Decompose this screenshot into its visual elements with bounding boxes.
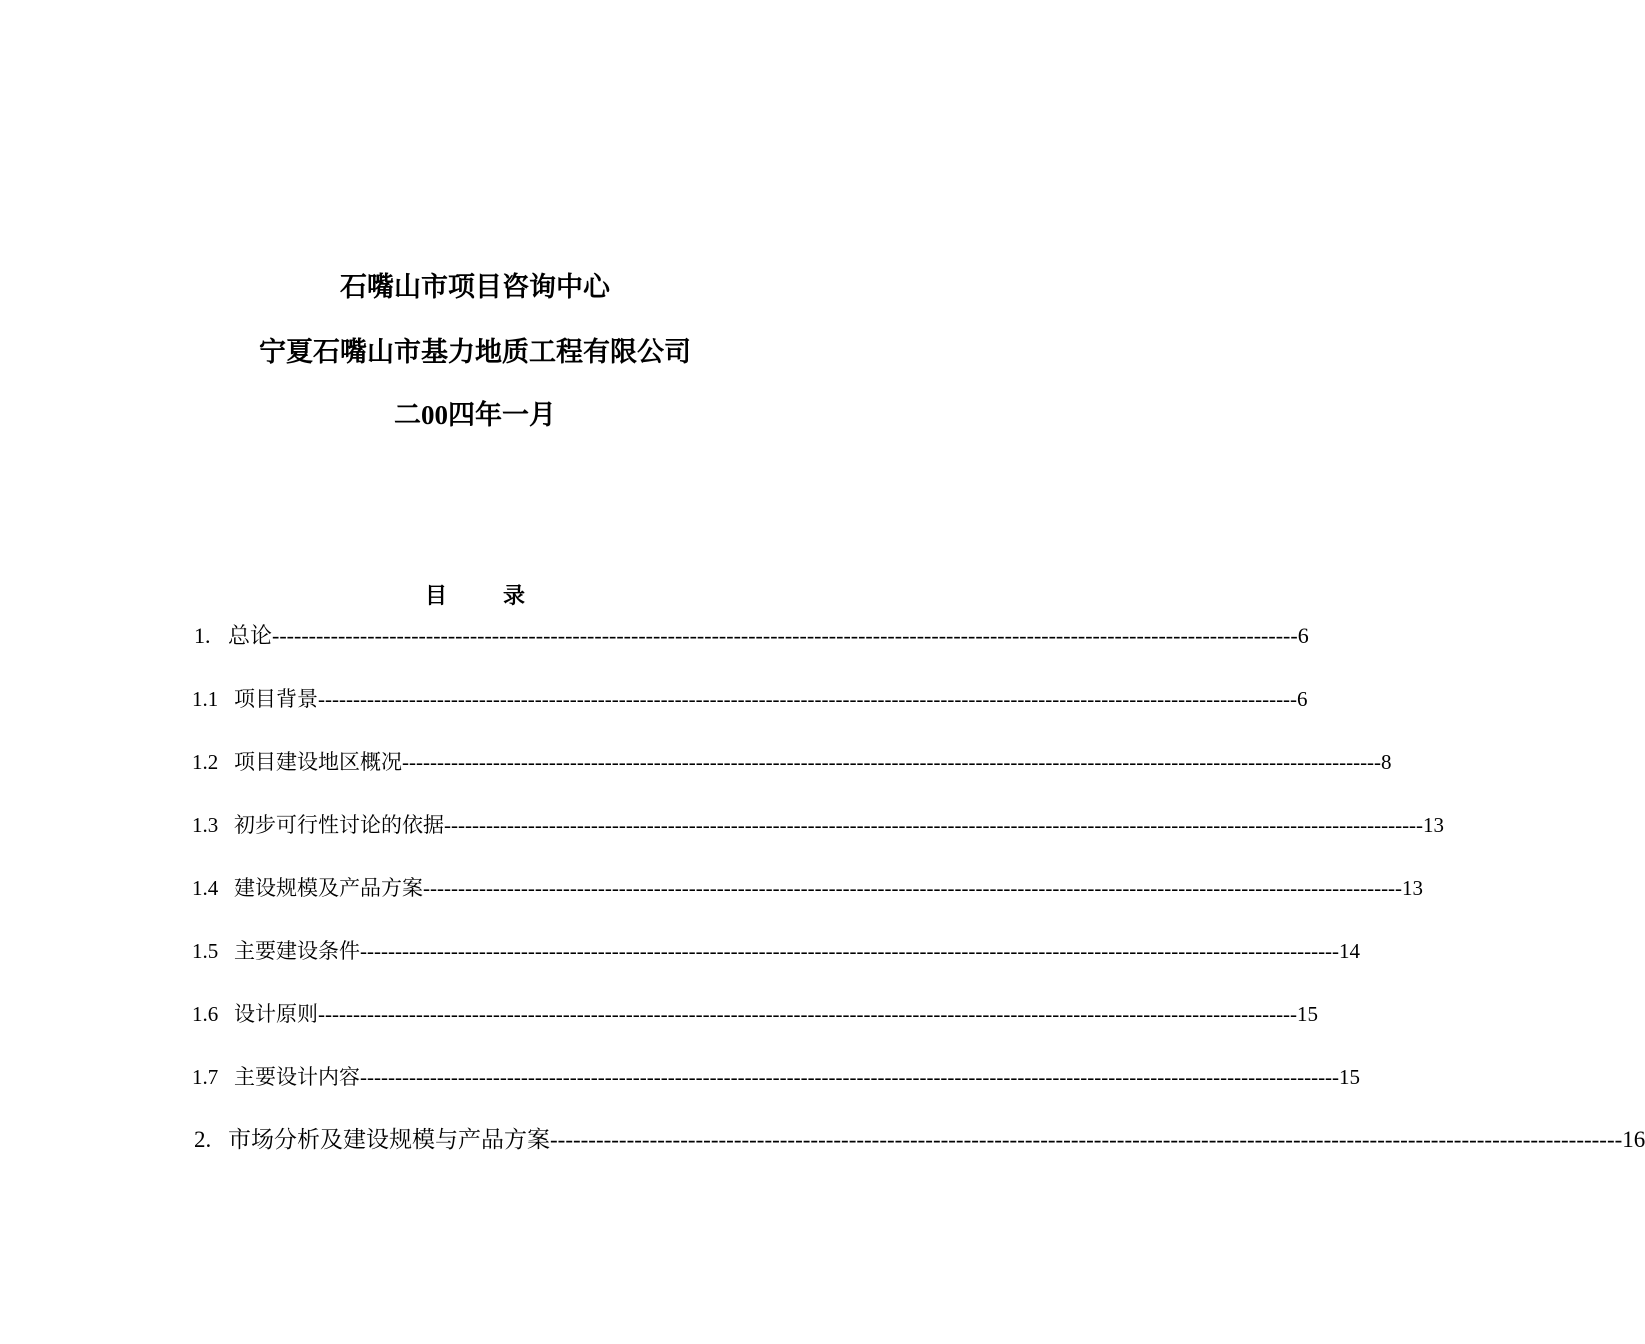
toc-dot-leader: -------------------------------------------------------------------------------------------------------------------------------------------- [444,813,1424,837]
toc-entry-label: 初步可行性讨论的依据 [234,813,444,837]
toc-entry-number: 1.6 [192,1002,219,1026]
toc-entry-page: 16 [1622,1127,1645,1152]
toc-entry-number: 1.4 [192,876,219,900]
toc-entry-label: 主要建设条件 [234,939,360,963]
toc-entry-number: 1.2 [192,750,219,774]
toc-entry-page: 6 [1297,687,1308,711]
toc-dot-leader: -------------------------------------------------------------------------------------------------------------------------------------------- [318,687,1298,711]
toc-entry-label: 主要设计内容 [234,1065,360,1089]
toc-dot-leader: -------------------------------------------------------------------------------------------------------------------------------------------- [318,1002,1298,1026]
toc-dot-leader: -------------------------------------------------------------------------------------------------------------------------------------------- [423,876,1403,900]
toc-entry-number: 1.5 [192,939,219,963]
cover-organization-1: 石嘴山市项目咨询中心 [340,272,610,302]
cover-organization-2: 宁夏石嘴山市基力地质工程有限公司 [259,337,691,367]
toc-dot-leader: -------------------------------------------------------------------------------------------------------------------------------------------- [550,1127,1623,1152]
toc-entry-page: 8 [1381,750,1392,774]
toc-entry[interactable] [192,1000,1319,1028]
toc-dot-leader: -------------------------------------------------------------------------------------------------------------------------------------------- [360,939,1340,963]
toc-entry-number: 1. [194,623,211,648]
toc-entry-page: 13 [1402,876,1424,900]
toc-entry-number: 1.1 [192,687,219,711]
toc-entry[interactable] [194,622,1309,650]
toc-entry-number: 1.3 [192,813,219,837]
toc-entry[interactable] [192,748,1392,776]
toc-heading-part2: 录 [503,583,526,608]
toc-entry-label: 设计原则 [234,1002,318,1026]
toc-entry-page: 14 [1339,939,1361,963]
toc-entry-label: 市场分析及建设规模与产品方案 [228,1127,550,1152]
toc-entry-number: 1.7 [192,1065,219,1089]
toc-entry-number: 2. [194,1127,212,1152]
toc-entry[interactable] [194,1126,1645,1154]
cover-date: 二00四年一月 [394,400,556,430]
toc-entry-label: 项目建设地区概况 [234,750,402,774]
toc-dot-leader: -------------------------------------------------------------------------------------------------------------------------------------------- [272,623,1298,648]
toc-entry-page: 6 [1297,623,1309,648]
toc-dot-leader: -------------------------------------------------------------------------------------------------------------------------------------------- [402,750,1382,774]
toc-entry[interactable] [192,1063,1361,1091]
toc-heading [0,582,950,610]
toc-dot-leader: -------------------------------------------------------------------------------------------------------------------------------------------- [360,1065,1340,1089]
toc-entry-page: 15 [1297,1002,1319,1026]
toc-entry-label: 总论 [228,623,273,648]
toc-entry-page: 13 [1423,813,1445,837]
toc-heading-part1: 目 [424,583,447,608]
toc-entry-label: 项目背景 [234,687,318,711]
toc-entry[interactable] [192,685,1308,713]
toc-entry-label: 建设规模及产品方案 [234,876,423,900]
toc-entry-page: 15 [1339,1065,1361,1089]
toc-entry[interactable] [192,874,1424,902]
toc-entry[interactable] [192,937,1361,965]
toc-entry[interactable] [192,811,1445,839]
